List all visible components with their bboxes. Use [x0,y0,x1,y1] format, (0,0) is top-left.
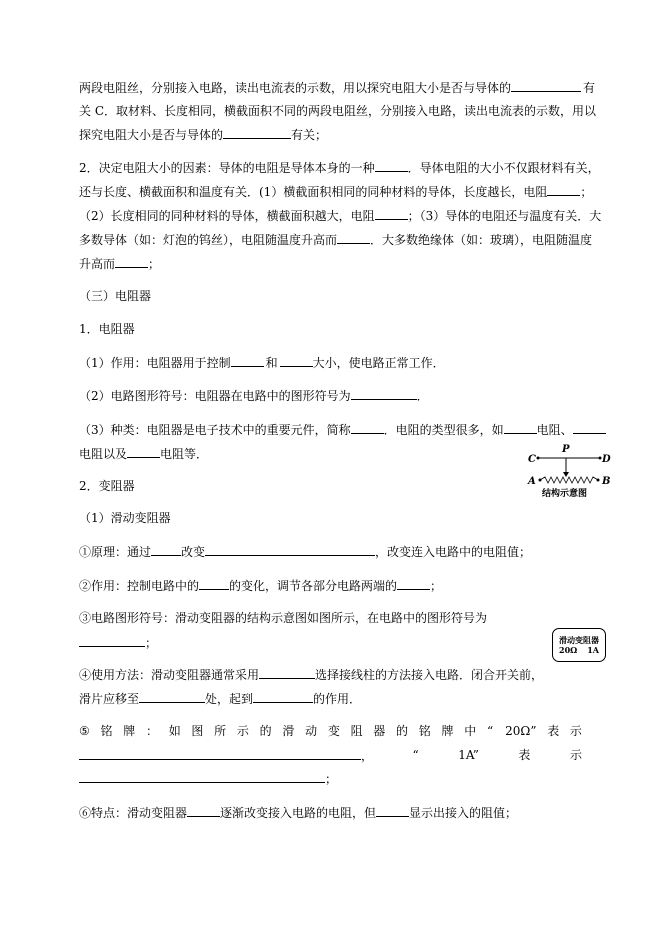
text: 逐渐改变接入电路的电阻，但 [220,806,377,820]
fill-blank[interactable] [337,232,370,244]
text: 关 C．取材料、长度相同，横截面积不同的两段电阻丝，分别接入电路，读出电流表的示数，用以 [79,104,596,118]
fill-blank[interactable] [351,388,417,400]
text-line [79,184,592,199]
text: （2）电路图形符号：电阻器在电路中的图形符号为 [79,389,351,403]
terminal-dot [537,457,540,460]
text: 变 [327,724,340,738]
fill-blank[interactable] [127,446,160,458]
text: 中 [464,724,477,738]
rheostat-nameplate [552,628,606,662]
terminal-dot [539,479,542,482]
text: 电阻等． [160,447,209,461]
text: 铭 [100,724,113,738]
terminal-label-c: C [528,454,536,465]
text: 的 [259,724,272,738]
text: 探究电阻大小是否与导体的 [79,128,224,142]
text: 有关； [291,128,328,142]
text: 1．电阻器 [79,322,135,336]
text: “ [412,748,419,762]
fill-blank[interactable] [573,422,606,434]
text: 铭 [418,724,431,738]
subsection-heading [79,322,135,336]
text-line [79,80,595,95]
text: （1）滑动变阻器 [79,511,171,525]
text-line [79,511,171,525]
section-heading [79,289,151,303]
fill-blank[interactable] [397,578,430,590]
text: 两段电阻丝，分别接入电路，读出电流表的示数，用以探究电阻大小是否与导体的 [79,81,512,95]
text: ； [325,772,338,786]
fill-blank[interactable] [187,805,220,817]
terminal-dot [597,479,600,482]
fill-blank[interactable] [280,355,313,367]
text: ，改变连入电路中的电阻值； [375,545,532,559]
text-line [79,355,445,370]
text: 还与长度、横截面积和温度有关．(1）横截面积相同的同种材料的导体，长度越长，电阻 [79,185,548,199]
text-line [79,127,327,142]
text: ⑥特点：滑动变阻器 [79,806,188,820]
text: 1A” [458,748,479,762]
nameplate-title: 滑动变阻器 [559,635,599,645]
text: 牌 [441,724,454,738]
text-line [79,771,337,786]
slider-label-p: P [562,444,570,455]
fill-blank[interactable] [231,355,264,367]
text-line [79,578,442,593]
text-line [79,104,596,118]
fill-blank[interactable] [199,578,229,590]
text: 表 [547,724,560,738]
text-line [79,611,487,625]
text: 滑片应移至 [79,692,140,706]
text: ， [361,749,374,763]
text: ； [430,579,443,593]
text: ④使用方法：滑动变阻器通常采用 [79,668,260,682]
text: 有 [583,81,596,95]
text-line [79,691,361,706]
subsection-heading [79,479,135,493]
text-line [79,256,160,271]
slider-arrow [563,472,569,477]
text: 所 [214,724,227,738]
text-line [79,208,601,223]
text-line [79,422,606,437]
text: 动 [305,724,318,738]
terminal-label-d: D [602,454,611,465]
text-line [79,160,600,175]
fill-blank[interactable] [253,691,313,703]
text: 表 [518,748,531,762]
text: ⑤ [79,724,90,738]
text: 滑 [282,724,295,738]
fill-blank[interactable] [511,80,581,92]
text: 示 [569,724,582,738]
fill-blank[interactable] [79,771,325,783]
text: ．导体电阻的大小不仅跟材料有关， [407,161,600,175]
text-line [79,748,582,763]
fill-blank[interactable] [375,208,408,220]
text: 显示出接入的阻值； [409,806,518,820]
text: 处，起到 [205,692,254,706]
text-line [79,805,517,820]
text-line [79,724,582,738]
text: 选择接线柱的方法接入电路．闭合开关前， [315,668,544,682]
text: 电阻以及 [79,447,128,461]
fill-blank[interactable] [151,544,181,556]
text: ； [145,636,158,650]
text-line [79,388,429,403]
text: ．电阻的类型很多，如 [383,423,504,437]
text: ．大多数绝缘体（如：玻璃），电阻随温度 [370,233,593,247]
fill-blank[interactable] [375,160,408,172]
text-line [79,635,157,650]
text: ； [148,257,161,271]
text: 器 [373,724,386,738]
text: 2．变阻器 [79,479,135,493]
resistance-coil [540,477,598,483]
text: （1）作用：电阻器用于控制 [79,356,231,370]
text: （三）电阻器 [79,289,152,303]
fill-blank[interactable] [205,544,375,556]
text: 如 [168,724,181,738]
text-line [79,667,543,682]
text: （2）长度相同的同种材料的导体，横截面积越大，电阻 [79,209,375,223]
text: 阻 [350,724,363,738]
fill-blank[interactable] [79,748,361,760]
text: 的 [396,724,409,738]
diagram-caption: 结构示意图 [542,489,588,499]
fill-blank[interactable] [547,184,580,196]
text: 改变 [181,545,206,559]
text: 示 [569,748,582,762]
fill-blank[interactable] [223,127,291,139]
fill-blank[interactable] [139,691,205,703]
text: 和 [265,356,278,370]
text: ． [416,389,429,403]
text: “ 20Ω” [486,724,537,738]
text: 2．决定电阻大小的因素：导体的电阻是导体本身的一种 [79,161,375,175]
fill-blank[interactable] [79,635,145,647]
text: 多数导体（如：灯泡的钨丝），电阻随温度升高而 [79,233,338,247]
text-line [79,544,531,559]
text: ；（3）导体的电阻还与温度有关．大 [407,209,602,223]
text: （3）种类：电阻器是电子技术中的重要元件，简称 [79,423,351,437]
terminal-label-a: A [528,476,536,487]
nameplate-current: 1A [587,645,599,655]
text-line [79,232,592,247]
text: 大小，使电路正常工作． [312,356,445,370]
text: 的变化，调节各部分电路两端的 [229,579,398,593]
fill-blank[interactable] [115,256,148,268]
fill-blank[interactable] [376,805,409,817]
text: 电阻、 [536,423,573,437]
text: ②作用：控制电路中的 [79,579,200,593]
text: ③电路图形符号：滑动变阻器的结构示意图如图所示，在电路中的图形符号为 [79,611,488,625]
text: 示 [236,724,249,738]
text: 升高而 [79,257,116,271]
terminal-label-b: B [602,476,611,487]
fill-blank[interactable] [351,422,384,434]
rheostat-structure-diagram [520,440,620,500]
text: ①原理：通过 [79,545,152,559]
text: ： [145,724,158,738]
text-line [79,446,208,461]
text: ； [580,185,593,199]
fill-blank[interactable] [259,667,315,679]
text: 图 [191,724,204,738]
text: 的作用． [313,692,362,706]
fill-blank[interactable] [504,422,537,434]
nameplate-resistance: 20Ω [559,645,578,655]
text: 牌 [123,724,136,738]
